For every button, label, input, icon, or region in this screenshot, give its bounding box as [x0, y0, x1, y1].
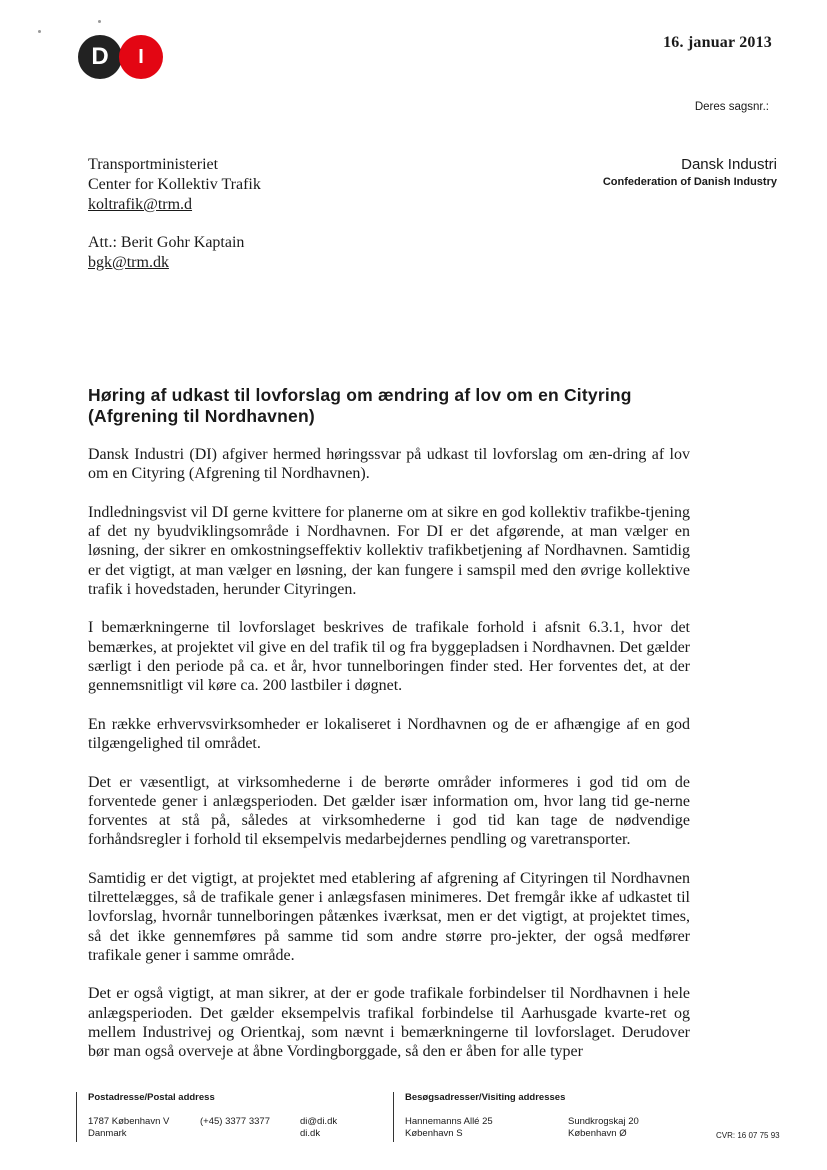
- body-paragraph: Samtidig er det vigtigt, at projektet med etablering af afgrening af Cityringen til Nordhavnen tilrettelægges, så de trafikale gener i anlægsfasen minimeres. Det fremgår ikke af udkastet til lovforslag, hvornår tunnelboringen påtænkes iværksat, men er det vigtigt, at projektet times, så det ikke gennemføres på samme tid som andre større pro-jekter, der også medfører trafikale gener i samme område.: [88, 869, 690, 964]
- scan-speck: [98, 20, 101, 23]
- scan-speck: [38, 30, 41, 33]
- body-paragraph: Det er også vigtigt, at man sikrer, at der er gode trafikale forbindelser til Nordhavnen i hele anlægsperioden. Det gælder eksempelvis trafikal forbindelse til Aarhusgade kvarte-ret og mellem Industrivej og Orientkaj, som nævnt i bemærkningerne til lovforslaget. Derudover bør man også overveje at åbne Vordingborggade, så den er åben for alle typer: [88, 985, 690, 1061]
- document-title: [88, 385, 708, 427]
- postal-address-heading: Postadresse/Postal address: [88, 1092, 215, 1103]
- logo-d-letter: D: [91, 43, 109, 70]
- title-line: Høring af udkast til lovforslag om ændring af lov om en Cityring: [88, 385, 632, 405]
- di-logo: [78, 35, 166, 79]
- organization-block: [603, 155, 777, 189]
- attention-email-link[interactable]: bgk@trm.dk: [88, 254, 169, 271]
- cvr-number: CVR: 16 07 75 93: [716, 1131, 780, 1140]
- recipient-email-link[interactable]: koltrafik@trm.d: [88, 196, 193, 213]
- recipient-line: Center for Kollektiv Trafik: [88, 176, 261, 193]
- organization-name: Dansk Industri: [681, 156, 777, 173]
- footer-divider: [76, 1092, 77, 1142]
- logo-i-circle: [119, 35, 163, 79]
- title-line: (Afgrening til Nordhavnen): [88, 406, 315, 426]
- visiting-address-2-city: København Ø: [568, 1128, 627, 1139]
- postal-address-line: 1787 København V: [88, 1116, 170, 1127]
- recipient-block: [88, 155, 261, 215]
- letter-date: 16. januar 2013: [663, 34, 772, 51]
- visiting-address-1-street: Hannemanns Allé 25: [405, 1116, 493, 1127]
- body-paragraph: Dansk Industri (DI) afgiver hermed høringssvar på udkast til lovforslag om æn-dring af lov om en Cityring (Afgrening til Nordhavnen).: [88, 446, 690, 483]
- recipient-line: Transportministeriet: [88, 156, 219, 173]
- body-paragraph: En række erhvervsvirksomheder er lokaliseret i Nordhavnen og de er afhængige af en god tilgængelighed til området.: [88, 715, 690, 752]
- page-footer: [0, 1090, 827, 1150]
- footer-phone: (+45) 3377 3377: [200, 1116, 270, 1127]
- visiting-address-2-street: Sundkrogskaj 20: [568, 1116, 639, 1127]
- logo-d-circle: [78, 35, 122, 79]
- letter-body: [88, 445, 690, 1081]
- postal-address-country: Danmark: [88, 1128, 127, 1139]
- visiting-address-heading: Besøgsadresser/Visiting addresses: [405, 1092, 566, 1103]
- visiting-address-1-city: København S: [405, 1128, 463, 1139]
- organization-subtitle: Confederation of Danish Industry: [602, 176, 777, 188]
- attention-line: Att.: Berit Gohr Kaptain: [88, 234, 245, 251]
- body-paragraph: Det er væsentligt, at virksomhederne i de berørte områder informeres i god tid om de forventede gener i anlægsperioden. Det gælder især information om, hvor lang tid ge-nerne forventes at stå på, således at virksomhederne i god tid kan tage de nødvendige forhåndsregler i forhold til eksempelvis medarbejdernes pendling og varetransporter.: [88, 773, 690, 849]
- body-paragraph: Indledningsvist vil DI gerne kvittere for planerne om at sikre en god kollektiv trafikbe-tjening af det ny byudviklingsområde i Nordhavnen. For DI er det afgørende, at man vælger en løsning, der sikrer en omkostningseffektiv kollektiv trafikbetjening af Nordhavnen. Samtidig er det vigtigt, at man vælger en løsning, der kan fungere i samspil med den øvrige kollektive trafik i hovedstaden, herunder Cityringen.: [88, 503, 690, 598]
- attention-block: [88, 233, 244, 273]
- logo-i-letter: I: [138, 45, 144, 68]
- footer-website[interactable]: di.dk: [300, 1128, 321, 1139]
- footer-divider: [393, 1092, 394, 1142]
- footer-email[interactable]: di@di.dk: [300, 1116, 338, 1127]
- body-paragraph: I bemærkningerne til lovforslaget beskrives de trafikale forhold i afsnit 6.3.1, hvor det bemærkes, at projektet vil give en del trafik til og fra byggepladsen i Nordhavnen. Det gælder særligt i den periode på ca. et år, hvor tunnelboringen finder sted. Her forventes det, at der gennemsnitligt vil køre ca. 200 lastbiler i døgnet.: [88, 619, 690, 695]
- case-number-label: Deres sagsnr.:: [694, 101, 769, 113]
